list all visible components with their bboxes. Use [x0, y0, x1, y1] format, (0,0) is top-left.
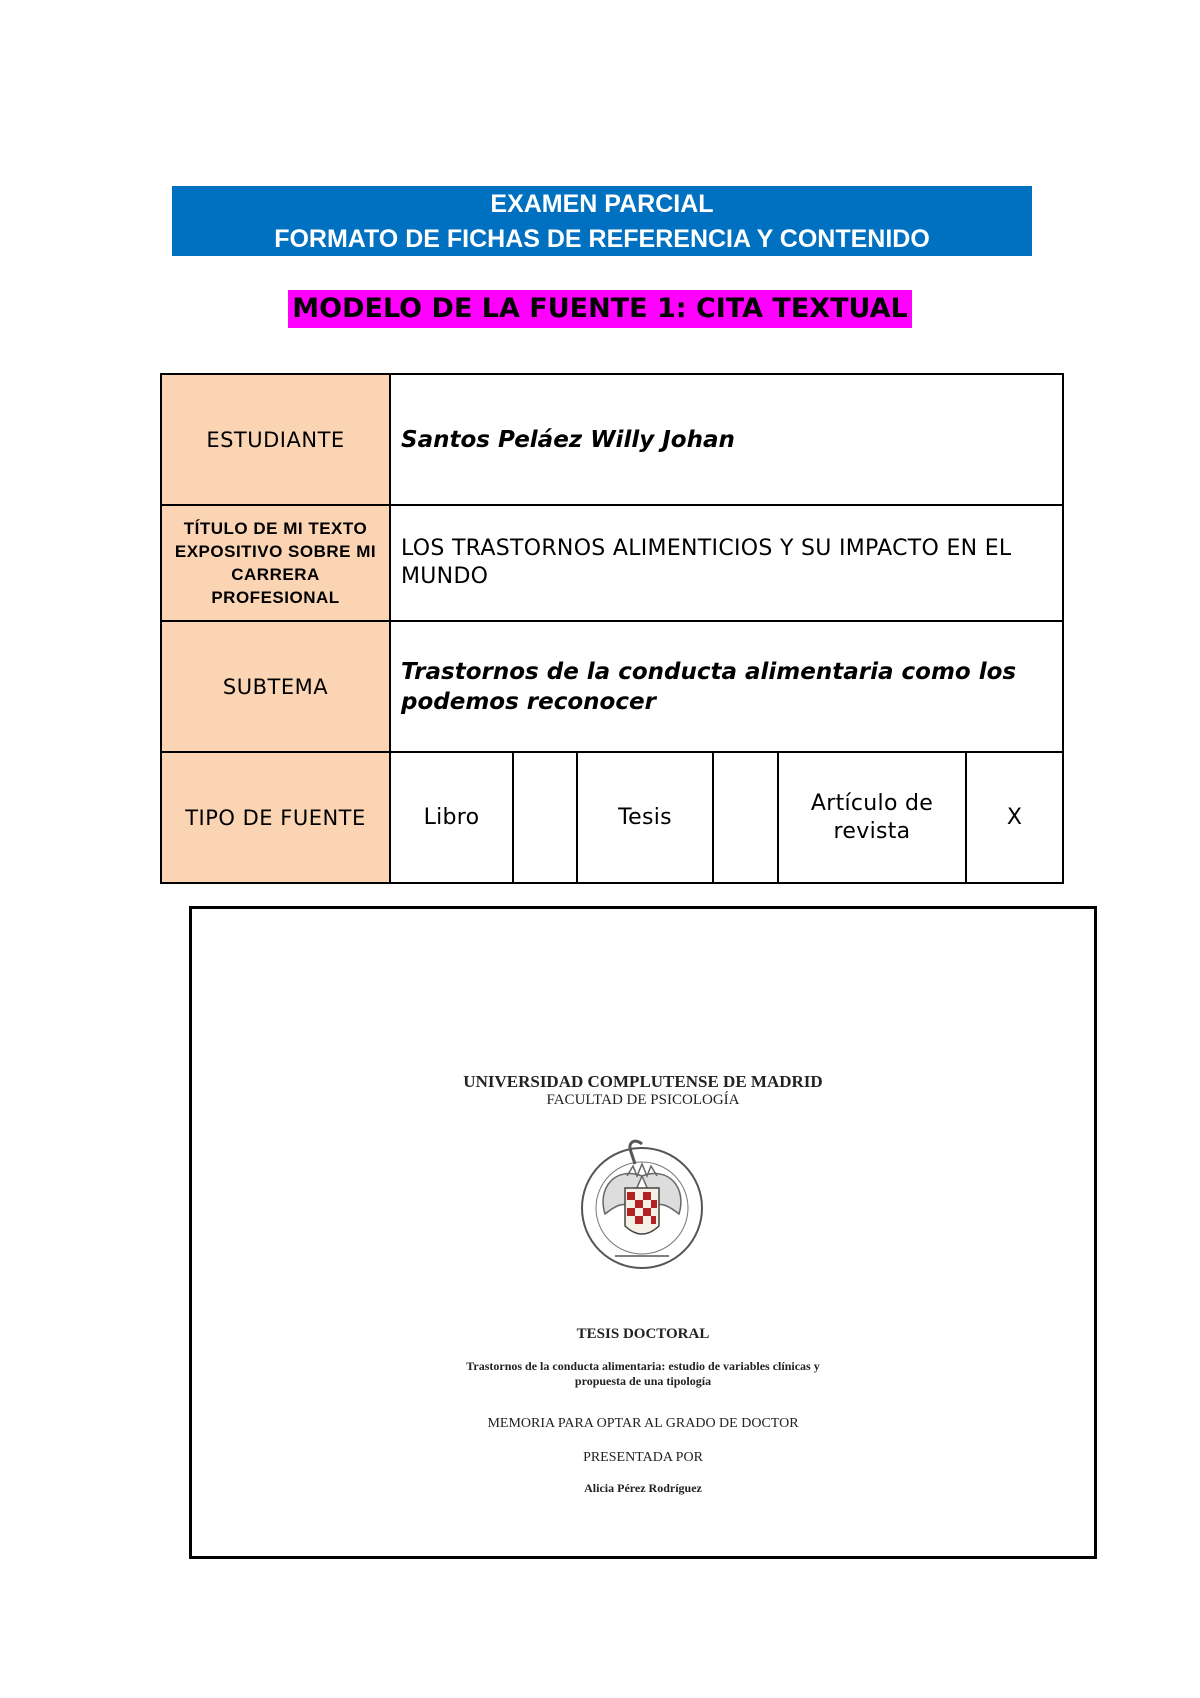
faculty-name: FACULTAD DE PSICOLOGÍA [546, 1092, 740, 1108]
thesis-title-line2: propuesta de una tipología [574, 1374, 712, 1388]
model-title: MODELO DE LA FUENTE 1: CITA TEXTUAL [288, 290, 911, 328]
memoria-text: MEMORIA PARA OPTAR AL GRADO DE DOCTOR [487, 1416, 799, 1431]
exam-header-line2: FORMATO DE FICHAS DE REFERENCIA Y CONTENIDO [274, 225, 930, 253]
estudiante-value: Santos Peláez Willy Johan [390, 374, 1063, 505]
subtema-label: SUBTEMA [161, 621, 390, 752]
source-screenshot-frame [189, 906, 1097, 1559]
exam-header [172, 186, 1032, 256]
titulo-value: LOS TRASTORNOS ALIMENTICIOS Y SU IMPACTO EN EL MUNDO [390, 505, 1063, 621]
thesis-title-line1: Trastornos de la conducta alimentaria: estudio de variables clínicas y [466, 1359, 820, 1373]
row-tipo-fuente [161, 752, 1063, 883]
option-libro: Libro [390, 752, 513, 883]
row-titulo [161, 505, 1063, 621]
university-name: UNIVERSIDAD COMPLUTENSE DE MADRID [463, 1072, 823, 1091]
thesis-author: Alicia Pérez Rodríguez [584, 1481, 702, 1495]
presentada-text: PRESENTADA POR [583, 1450, 703, 1465]
exam-header-line1: EXAMEN PARCIAL [490, 190, 714, 218]
option-articulo: Artículo de revista [778, 752, 966, 883]
row-estudiante [161, 374, 1063, 505]
reference-card-table [160, 373, 1064, 884]
estudiante-label: ESTUDIANTE [161, 374, 390, 505]
tipo-fuente-label: TIPO DE FUENTE [161, 752, 390, 883]
mark-libro [513, 752, 577, 883]
subtema-value: Trastornos de la conducta alimentaria como los podemos reconocer [390, 621, 1063, 752]
mark-tesis [713, 752, 778, 883]
university-crest-icon [575, 1136, 709, 1276]
document-type: TESIS DOCTORAL [576, 1326, 710, 1342]
titulo-label: TÍTULO DE MI TEXTO EXPOSITIVO SOBRE MI CARRERA PROFESIONAL [161, 505, 390, 621]
model-title-container [0, 290, 1200, 328]
row-subtema [161, 621, 1063, 752]
option-tesis: Tesis [577, 752, 713, 883]
mark-articulo: X [966, 752, 1063, 883]
